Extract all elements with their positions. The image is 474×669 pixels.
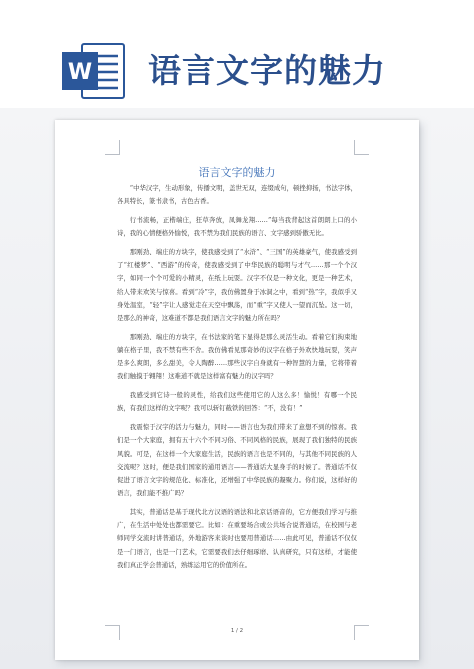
word-logo-letter: W: [67, 60, 93, 85]
header-banner: [0, 0, 474, 108]
banner-title: 语言文字的魅力: [148, 51, 386, 90]
margin-mark-top-right: [354, 140, 369, 155]
paragraph: 我感受到它诗一般的灵性，给我们这些使用它的人这么多！愉悦！有哪一个民族，有我们这样的文字呢？我可以斩钉截铁的回答：“不，没有！”: [117, 391, 357, 413]
paragraph: 行书流畅，正楷端庄，狂草奔放，凤舞龙翔……”每当我背起这首朗朗上口的小诗，我的心情便格外愉悦，我不禁为我们民族的语言、文字感到骄傲无比。: [117, 216, 357, 238]
document-title: 语言文字的魅力: [198, 166, 276, 179]
margin-mark-top-left: [105, 140, 120, 155]
document-body: [117, 182, 357, 578]
document-page: [55, 120, 419, 660]
paragraph: “中华汉字，生动形象，传播文明，盖世无双，连缀成句，顿挫抑扬，书法字体，各具特长，篆书隶书，古色古香。: [117, 184, 357, 206]
paragraph: 其实，普通话是基于现代北方汉语的语法和北京话语音的，它方便我们学习与推广，在生活中处处也都需要它。比如：在重要场合或公共场合说普通话，在校园与老师同学交流时讲普通话，外地游客来谈时也要用普通话……由此可见，普通话不仅仅是一门语言，也是一门艺术，它需要我们去仔细琢磨、认真研究，只有这样，才能使我们真正学会普通话，熟练运用它的价值所在。: [117, 508, 357, 569]
page-number: 1 / 2: [230, 628, 244, 634]
paragraph: 那刚劲、端庄的方块字，使我感受到了“水浒”、“三国”的英雄豪气，使我感受到了“红楼梦”、“西游”的传奇，使我感受到了中华民族的聪明与才气……那一个个汉字，如同一个个可爱的小精灵，在纸上玩耍。汉字不仅是一种文化，更是一种艺术，给人带来欢笑与惊喜。看到“冷”字，我仿佛置身于冰洞之中，看到“热”字，我似乎又身处温室，“轻”字让人感觉走在天空中飘荡，而“重”字又使人一望而沉坠。这一切，是那么的神奇，这难道不都是我们语言文字的魅力所在吗？: [117, 248, 357, 323]
word-doc-icon: [60, 40, 126, 102]
paragraph: 我震惊于汉字的活力与魅力，同时——语言也为我们带来了意想不到的惊喜。我们是一个大家庭，拥有五十六个不同习俗、不同风格的民族，展现了我们独特的民族风貌。可是，在这样一个大家庭生活，民族的语言也是不同的，与其他不同民族的人交流呢？这时，便是我们国家的通用语言——普通话大显身手的时候了。普通话不仅促进了语言文字的规范化、标准化，还增强了中华民族的凝聚力。你们说，这样好的语言，我们能不推广吗？: [117, 423, 357, 498]
paragraph: 那刚劲、端庄的方块字，在书法家的笔下显得是那么灵活生动。看着它们拘束地躺在格子里，我不禁有些不舍。我仿佛看见那奇妙的汉字在格子外欢快地玩耍，笑声是多么爽朗，多么甜美，令人陶醉……那些汉字自身就有一种智慧的力量，它将带着我们触摸于翱翔！这难道不就是这样富有魅力的汉字吗？: [117, 332, 357, 381]
